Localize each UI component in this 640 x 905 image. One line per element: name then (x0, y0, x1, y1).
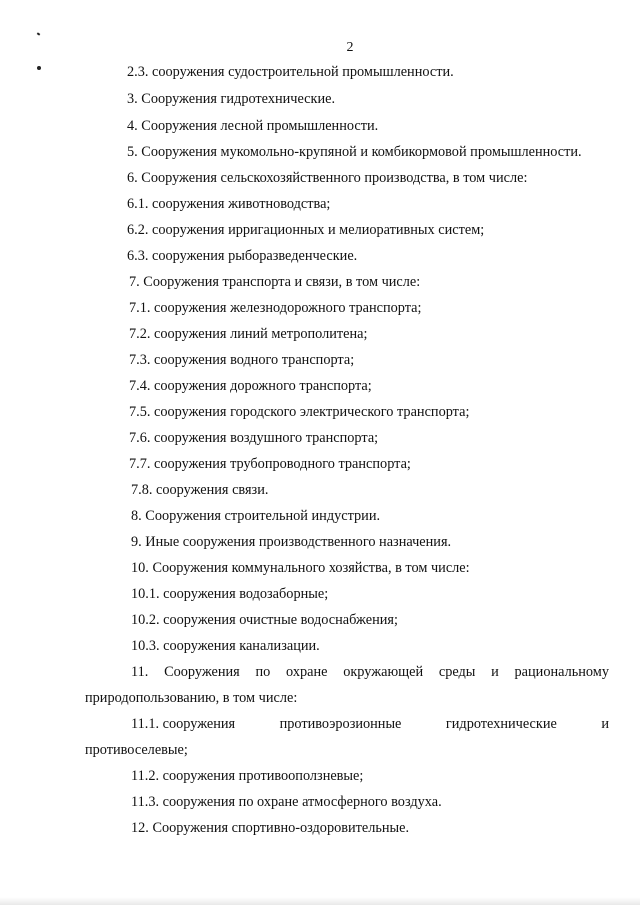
list-item: 7.7. сооружения трубопроводного транспорта; (129, 456, 411, 472)
list-item: 2.3. сооружения судостроительной промышленности. (127, 64, 454, 80)
justified-line (131, 663, 609, 681)
list-item: 3. Сооружения гидротехнические. (127, 91, 336, 107)
scan-dot (37, 66, 41, 70)
list-item: 6. Сооружения сельскохозяйственного производства, в том числе: (127, 170, 528, 186)
list-item: 8. Сооружения строительной индустрии. (131, 508, 381, 524)
word: и (601, 716, 609, 732)
list-item: 6.3. сооружения рыборазведенческие. (127, 248, 358, 264)
list-item: 7. Сооружения транспорта и связи, в том числе: (129, 274, 421, 290)
list-item: 7.8. сооружения связи. (131, 482, 269, 498)
page-number: 2 (346, 40, 354, 55)
word: рациональному (514, 664, 609, 680)
list-item: 7.3. сооружения водного транспорта; (129, 352, 355, 368)
list-item: 4. Сооружения лесной промышленности. (127, 118, 379, 134)
continuation-line: природопользованию, в том числе: (85, 690, 298, 706)
word: 11. (131, 664, 149, 680)
scan-edge (0, 897, 640, 905)
list-item: 10. Сооружения коммунального хозяйства, в том числе: (131, 560, 470, 576)
continuation-line: противоселевые; (85, 742, 188, 758)
word: окружающей (343, 664, 424, 680)
list-item: 12. Сооружения спортивно-оздоровительные. (131, 820, 410, 836)
justified-line (131, 715, 609, 733)
list-item: 7.6. сооружения воздушного транспорта; (129, 430, 379, 446)
list-item: 6.1. сооружения животноводства; (127, 196, 331, 212)
list-item: 9. Иные сооружения производственного назначения. (131, 534, 452, 550)
word: среды (438, 664, 476, 680)
list-item: 10.1. сооружения водозаборные; (131, 586, 329, 602)
list-item: 11.3. сооружения по охране атмосферного воздуха. (131, 794, 442, 810)
list-item: 7.1. сооружения железнодорожного транспорта; (129, 300, 422, 316)
list-item: 7.5. сооружения городского электрического транспорта; (129, 404, 470, 420)
list-item: 10.3. сооружения канализации. (131, 638, 320, 654)
list-item: 5. Сооружения мукомольно-крупяной и комбикормовой промышленности. (127, 144, 582, 160)
list-item: 7.2. сооружения линий метрополитена; (129, 326, 368, 342)
scan-mark (37, 32, 41, 35)
word: по (255, 664, 271, 680)
word: гидротехнические (445, 716, 557, 732)
list-item: 10.2. сооружения очистные водоснабжения; (131, 612, 398, 628)
word: Сооружения (164, 664, 240, 680)
list-item: 7.4. сооружения дорожного транспорта; (129, 378, 372, 394)
list-item: 6.2. сооружения ирригационных и мелиоративных систем; (127, 222, 485, 238)
word: 11.1. сооружения (131, 716, 236, 732)
word: и (491, 664, 499, 680)
word: противоэрозионные (279, 716, 402, 732)
list-item: 11.2. сооружения противооползневые; (131, 768, 364, 784)
word: охране (286, 664, 328, 680)
